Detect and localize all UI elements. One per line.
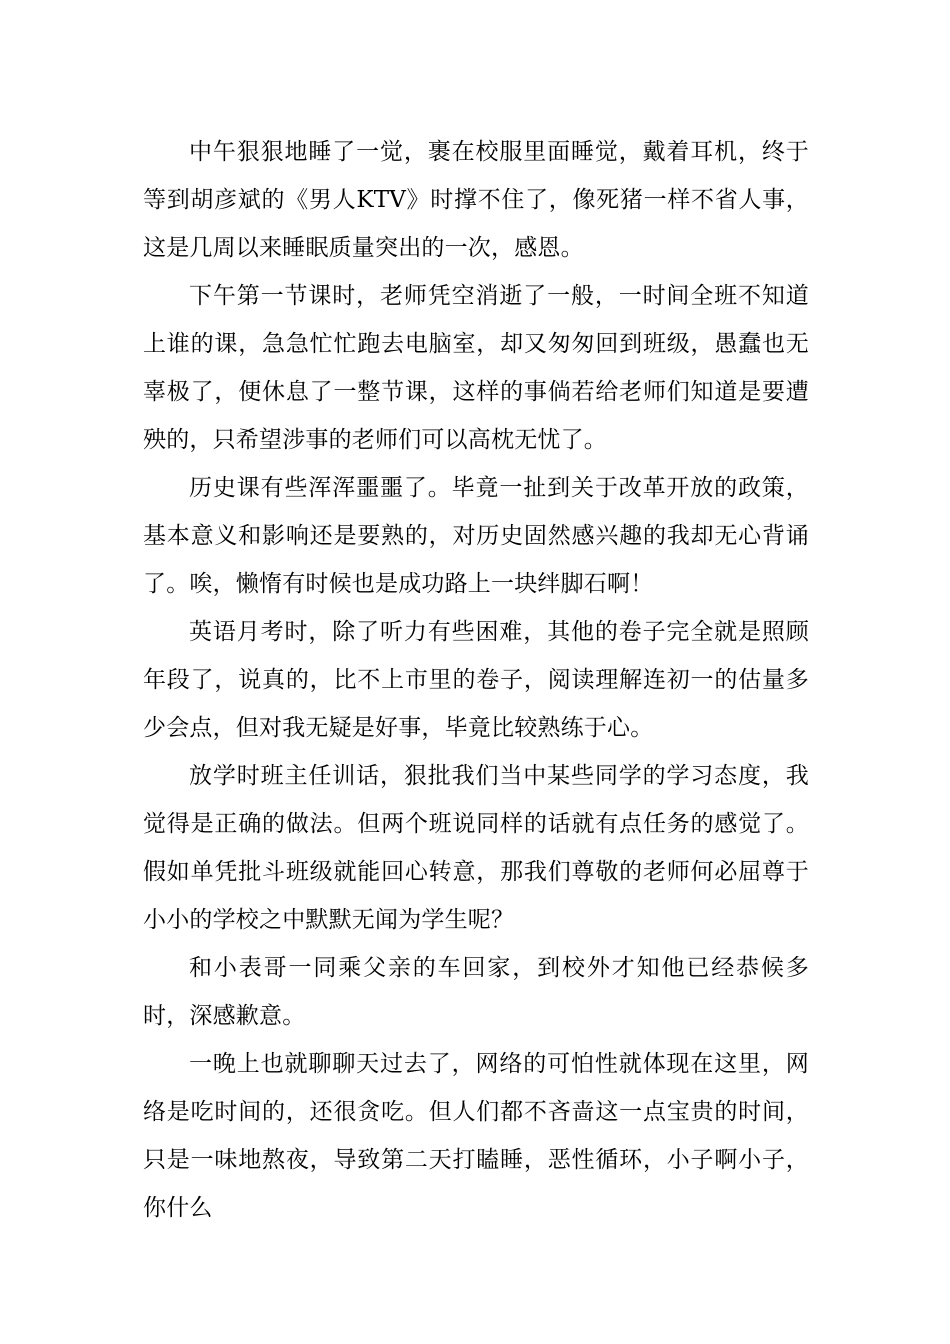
paragraph-2: 下午第一节课时，老师凭空消逝了一般，一时间全班不知道上谁的课，急急忙忙跑去电脑室，却又匆匆回到班级，愚蠢也无辜极了，便休息了一整节课，这样的事倘若给老师们知道是要遭殃的，只希望涉事的老师们可以高枕无忧了。 [143,283,809,453]
paragraph-3: 历史课有些浑浑噩噩了。毕竟一扯到关于改革开放的政策，基本意义和影响还是要熟的，对历史固然感兴趣的我却无心背诵了。唉，懒惰有时候也是成功路上一块绊脚石啊！ [143,475,809,597]
paragraph-4: 英语月考时，除了听力有些困难，其他的卷子完全就是照顾年段了，说真的，比不上市里的卷子，阅读理解连初一的估量多少会点，但对我无疑是好事，毕竟比较熟练于心。 [143,619,809,741]
document-body [143,128,809,1232]
paragraph-6: 和小表哥一同乘父亲的车回家，到校外才知他已经恭候多时，深感歉意。 [143,955,809,1029]
paragraph-1: 中午狠狠地睡了一觉，裹在校服里面睡觉，戴着耳机，终于等到胡彦斌的《男人KTV》时撑不住了，像死猪一样不省人事，这是几周以来睡眠质量突出的一次，感恩。 [143,139,809,261]
paragraph-7: 一晚上也就聊聊天过去了，网络的可怕性就体现在这里，网络是吃时间的，还很贪吃。但人们都不吝啬这一点宝贵的时间，只是一味地熬夜，导致第二天打瞌睡，恶性循环，小子啊小子，你什么 [143,1051,809,1221]
paragraph-5: 放学时班主任训话，狠批我们当中某些同学的学习态度，我觉得是正确的做法。但两个班说同样的话就有点任务的感觉了。假如单凭批斗班级就能回心转意，那我们尊敬的老师何必屈尊于小小的学校之中默默无闻为学生呢？ [143,763,809,933]
